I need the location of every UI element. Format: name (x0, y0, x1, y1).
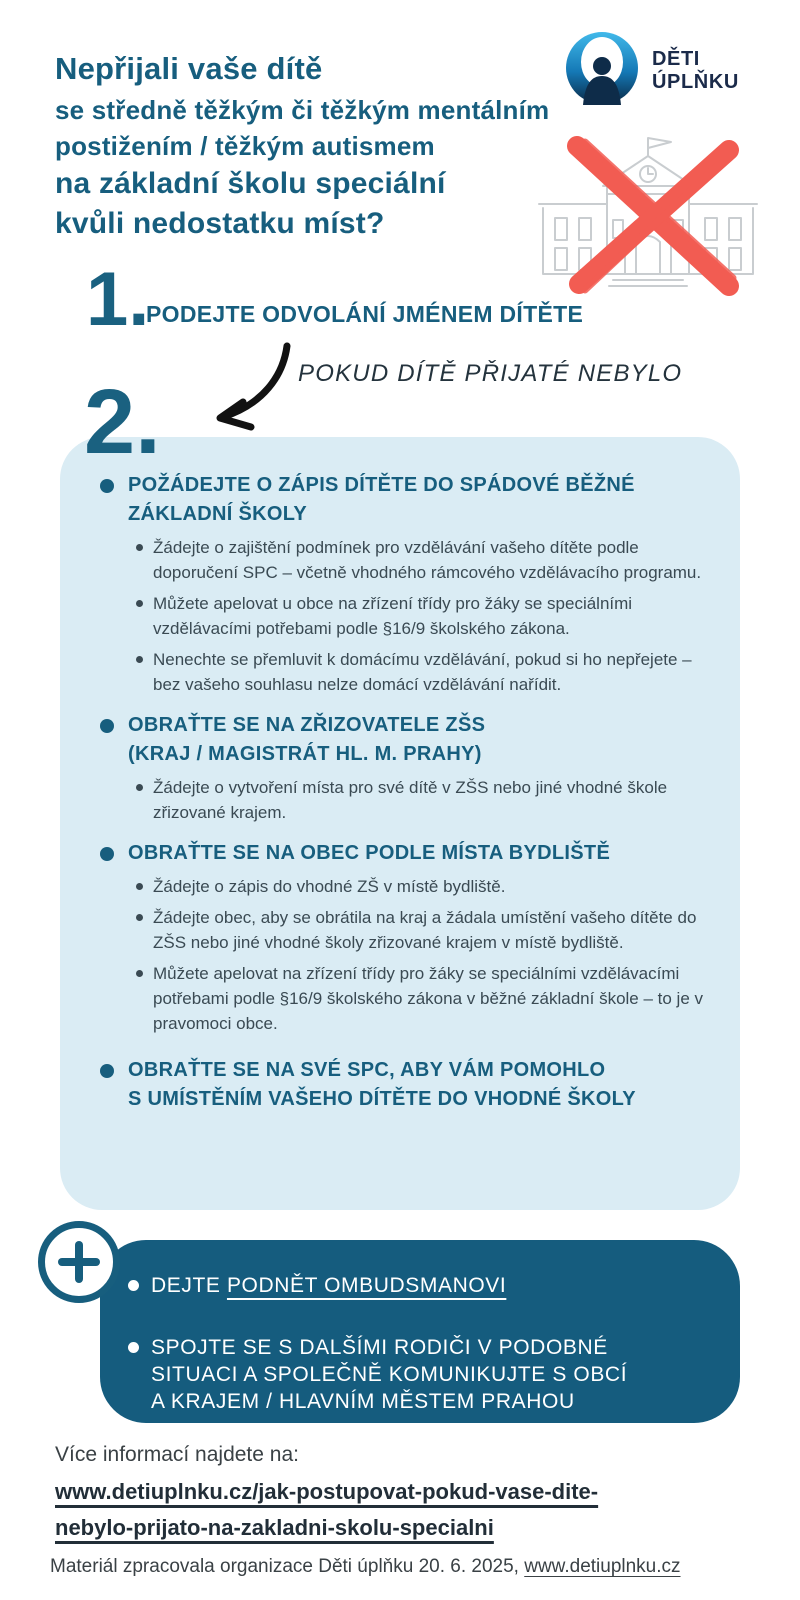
section-heading: OBRAŤTE SE NA OBEC PODLE MÍSTA BYDLIŠTĚ (128, 842, 611, 864)
title-line: postižením / těžkým autismem (55, 131, 435, 161)
logo-wordmark: DĚTI ÚPLŇKU (652, 47, 739, 93)
title-line: se středně těžkým či těžkým mentálním (55, 95, 550, 125)
deti-uplnku-logo (565, 31, 739, 110)
bullet-icon (136, 656, 143, 663)
bullet-icon (136, 914, 143, 921)
list-item: Můžete apelovat u obce na zřízení třídy pro žáky se speciálními vzdělávacími potřebami podle §16/9 školského zákona. (136, 591, 706, 641)
step-1-heading: PODEJTE ODVOLÁNÍ JMÉNEM DÍTĚTE (146, 301, 584, 327)
ombudsman-link[interactable]: PODNĚT OMBUDSMANOVI (226, 1274, 507, 1297)
section-spadova-skola (100, 471, 706, 697)
extra-steps-panel (100, 1240, 740, 1423)
title-line: na základní školu speciální (55, 167, 446, 200)
red-brush-x-icon (577, 142, 733, 290)
step-1-number: 1. (86, 257, 150, 342)
bullet-icon (136, 970, 143, 977)
ombudsman-line: DEJTE PODNĚT OMBUDSMANOVI (151, 1274, 507, 1297)
plus-icon (38, 1221, 120, 1303)
list-item: Žádejte obec, aby se obrátila na kraj a žádala umístění vašeho dítěte do ZŠS nebo jiné vhodné školy zřizované krajem v místě bydliště. (136, 905, 706, 955)
section-obec (100, 839, 706, 1036)
list-item (128, 1272, 706, 1299)
section-heading: OBRAŤTE SE NA SVÉ SPC, ABY VÁM POMOHLO S UMÍSTĚNÍM VAŠEHO DÍTĚTE DO VHODNÉ ŠKOLY (128, 1059, 636, 1110)
title-line: kvůli nedostatku míst? (55, 207, 385, 240)
list-item: Žádejte o vytvoření místa pro své dítě v ZŠS nebo jiné vhodné škole zřizované krajem. (136, 775, 706, 825)
list-item: Můžete apelovat na zřízení třídy pro žáky se speciálními vzdělávacími potřebami podle §16/9 školského zákona v běžné základní škole – to je v pravomoci obce. (136, 961, 706, 1036)
section-heading: OBRAŤTE SE NA ZŘIZOVATELE ZŠS (KRAJ / MAGISTRÁT HL. M. PRAHY) (128, 714, 486, 765)
conditional-note: POKUD DÍTĚ PŘIJATÉ NEBYLO (298, 360, 683, 387)
bullet-icon (136, 600, 143, 607)
bullet-icon (128, 1280, 139, 1291)
list-item: Nenechte se přemluvit k domácímu vzdělávání, pokud si ho nepřejete – bez vašeho souhlasu nelze domácí vzdělávání nařídit. (136, 647, 706, 697)
bullet-icon (100, 847, 114, 861)
section-zrizovatel (100, 711, 706, 825)
list-item: Žádejte o zajištění podmínek pro vzdělávání vašeho dítěte podle doporučení SPC – včetně vhodného rámcového vzdělávacího programu. (136, 535, 706, 585)
section-heading: POŽÁDEJTE O ZÁPIS DÍTĚTE DO SPÁDOVÉ BĚŽNÉ ZÁKLADNÍ ŠKOLY (128, 474, 635, 525)
credit-line: Materiál zpracovala organizace Děti úplňku 20. 6. 2025, www.detiuplnku.cz (50, 1556, 681, 1577)
list-item: Žádejte o zápis do vhodné ZŠ v místě bydliště. (136, 874, 706, 899)
section-spc (100, 1056, 706, 1114)
moon-child-logo-icon (565, 31, 639, 110)
homepage-link[interactable]: www.detiuplnku.cz (524, 1556, 681, 1577)
bullet-icon (136, 883, 143, 890)
bullet-icon (136, 784, 143, 791)
list-item (128, 1334, 706, 1415)
step-2-panel (60, 437, 740, 1210)
info-url-link[interactable]: www.detiuplnku.cz/jak-postupovat-pokud-vase-dite- nebylo-prijato-na-zakladni-skolu-specialni (55, 1479, 599, 1540)
step-2-number: 2. (84, 371, 161, 473)
curved-arrow-icon (203, 338, 303, 438)
school-building-crossed-out-icon (531, 128, 765, 307)
page-title (55, 46, 575, 244)
more-info-label: Více informací najdete na: (55, 1443, 299, 1466)
bullet-icon (100, 1064, 114, 1078)
join-parents-text: SPOJTE SE S DALŠÍMI RODIČI V PODOBNÉ SITUACI A SPOLEČNĚ KOMUNIKUJTE S OBCÍ A KRAJEM / HLAVNÍM MĚSTEM PRAHOU (151, 1336, 628, 1413)
bullet-icon (100, 479, 114, 493)
bullet-icon (128, 1342, 139, 1353)
bullet-icon (100, 719, 114, 733)
title-line: Nepřijali vaše dítě (55, 51, 323, 86)
bullet-icon (136, 544, 143, 551)
